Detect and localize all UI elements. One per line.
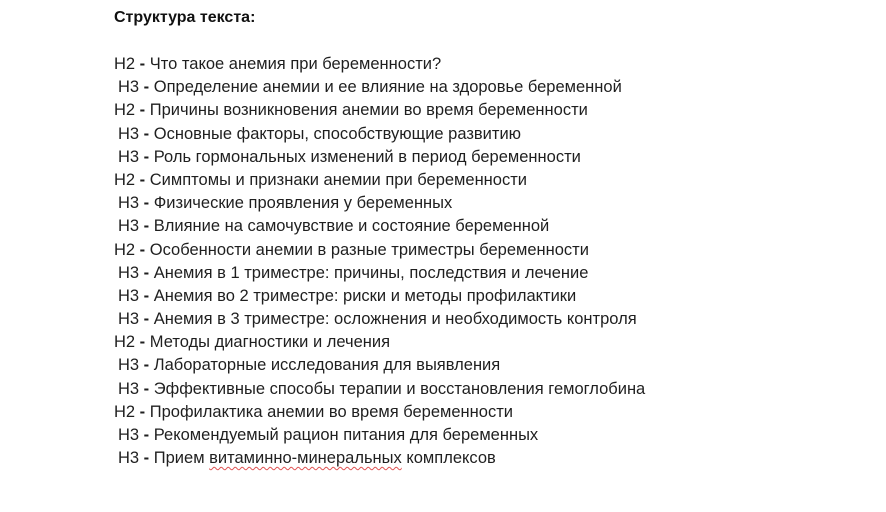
outline-h3-line (114, 123, 874, 146)
heading-level-tag: H3 (118, 449, 140, 468)
heading-level-tag: H3 (118, 356, 140, 375)
heading-level-tag: H3 (118, 379, 140, 398)
separator-dash: - (135, 101, 150, 120)
heading-text[interactable]: Особенности анемии в разные триместры беременности (149, 240, 589, 259)
separator-dash: - (139, 263, 154, 282)
heading-text[interactable]: Эффективные способы терапии и восстановления гемоглобина (153, 379, 646, 398)
heading-level-tag: H2 (114, 101, 136, 120)
outline-h3-line (114, 285, 874, 308)
heading-level-tag: H2 (114, 240, 136, 259)
heading-text[interactable]: Физические проявления у беременных (153, 194, 453, 213)
heading-level-tag: H3 (118, 124, 140, 143)
blank-line (114, 30, 874, 53)
heading-level-tag: H3 (118, 147, 140, 166)
heading-text-tail[interactable]: комплексов (401, 449, 496, 468)
outline-h2-line (114, 239, 874, 262)
outline-h2-line (114, 169, 874, 192)
separator-dash: - (139, 426, 154, 444)
heading-level-tag: H3 (118, 426, 140, 444)
outline-h2-line (114, 331, 874, 354)
heading-level-tag: H3 (118, 263, 140, 282)
misspelled-word[interactable]: витаминно-минеральных (209, 449, 402, 468)
heading-level-tag: H3 (118, 78, 140, 97)
heading-level-tag: H3 (118, 286, 140, 305)
heading-text[interactable]: Профилактика анемии во время беременности (149, 402, 513, 421)
heading-level-tag: H2 (114, 333, 136, 352)
separator-dash: - (139, 286, 154, 305)
separator-dash: - (135, 333, 150, 352)
separator-dash: - (139, 194, 154, 213)
separator-dash: - (135, 170, 150, 189)
heading-level-tag: H2 (114, 55, 136, 73)
heading-outline (114, 53, 874, 470)
outline-h3-line (114, 146, 874, 169)
separator-dash: - (139, 310, 154, 329)
outline-h2-line (114, 401, 874, 424)
heading-text[interactable]: Рекомендуемый рацион питания для беременных (153, 426, 539, 444)
heading-level-tag: H3 (118, 217, 140, 236)
heading-text[interactable]: Анемия в 1 триместре: причины, последствия и лечение (153, 263, 589, 282)
outline-h3-line (114, 424, 874, 447)
outline-h3-line (114, 308, 874, 331)
heading-text[interactable]: Влияние на самочувствие и состояние беременной (153, 217, 550, 236)
outline-h3-line (114, 378, 874, 401)
outline-h3-line (114, 192, 874, 215)
heading-text[interactable]: Роль гормональных изменений в период беременности (153, 147, 581, 166)
heading-level-tag: H2 (114, 402, 136, 421)
heading-text[interactable]: Прием (153, 449, 210, 468)
outline-h2-line (114, 99, 874, 122)
heading-text[interactable]: Определение анемии и ее влияние на здоровье беременной (153, 78, 622, 97)
heading-text[interactable]: Симптомы и признаки анемии при беременности (149, 170, 527, 189)
heading-text[interactable]: Анемия во 2 триместре: риски и методы профилактики (153, 286, 577, 305)
heading-text[interactable]: Методы диагностики и лечения (149, 333, 391, 352)
heading-text[interactable]: Лабораторные исследования для выявления (153, 356, 501, 375)
separator-dash: - (139, 356, 154, 375)
heading-level-tag: H3 (118, 194, 140, 213)
document-body (114, 6, 874, 470)
separator-dash: - (139, 217, 154, 236)
outline-h2-line (114, 53, 874, 76)
heading-text[interactable]: Анемия в 3 триместре: осложнения и необходимость контроля (153, 310, 637, 329)
separator-dash: - (139, 449, 154, 468)
outline-h3-line (114, 354, 874, 377)
separator-dash: - (135, 402, 150, 421)
separator-dash: - (139, 78, 154, 97)
document-title: Структура текста: (114, 9, 256, 26)
heading-text[interactable]: Причины возникновения анемии во время беременности (149, 101, 588, 120)
outline-h3-line (114, 215, 874, 238)
heading-level-tag: H3 (118, 310, 140, 329)
separator-dash: - (135, 55, 150, 73)
separator-dash: - (139, 147, 154, 166)
separator-dash: - (139, 124, 154, 143)
separator-dash: - (135, 240, 150, 259)
outline-h3-line (114, 447, 874, 470)
outline-h3-line (114, 76, 874, 99)
heading-text[interactable]: Что такое анемия при беременности? (149, 55, 442, 73)
outline-h3-line (114, 262, 874, 285)
heading-level-tag: H2 (114, 170, 136, 189)
heading-text[interactable]: Основные факторы, способствующие развитию (153, 124, 522, 143)
separator-dash: - (139, 379, 154, 398)
